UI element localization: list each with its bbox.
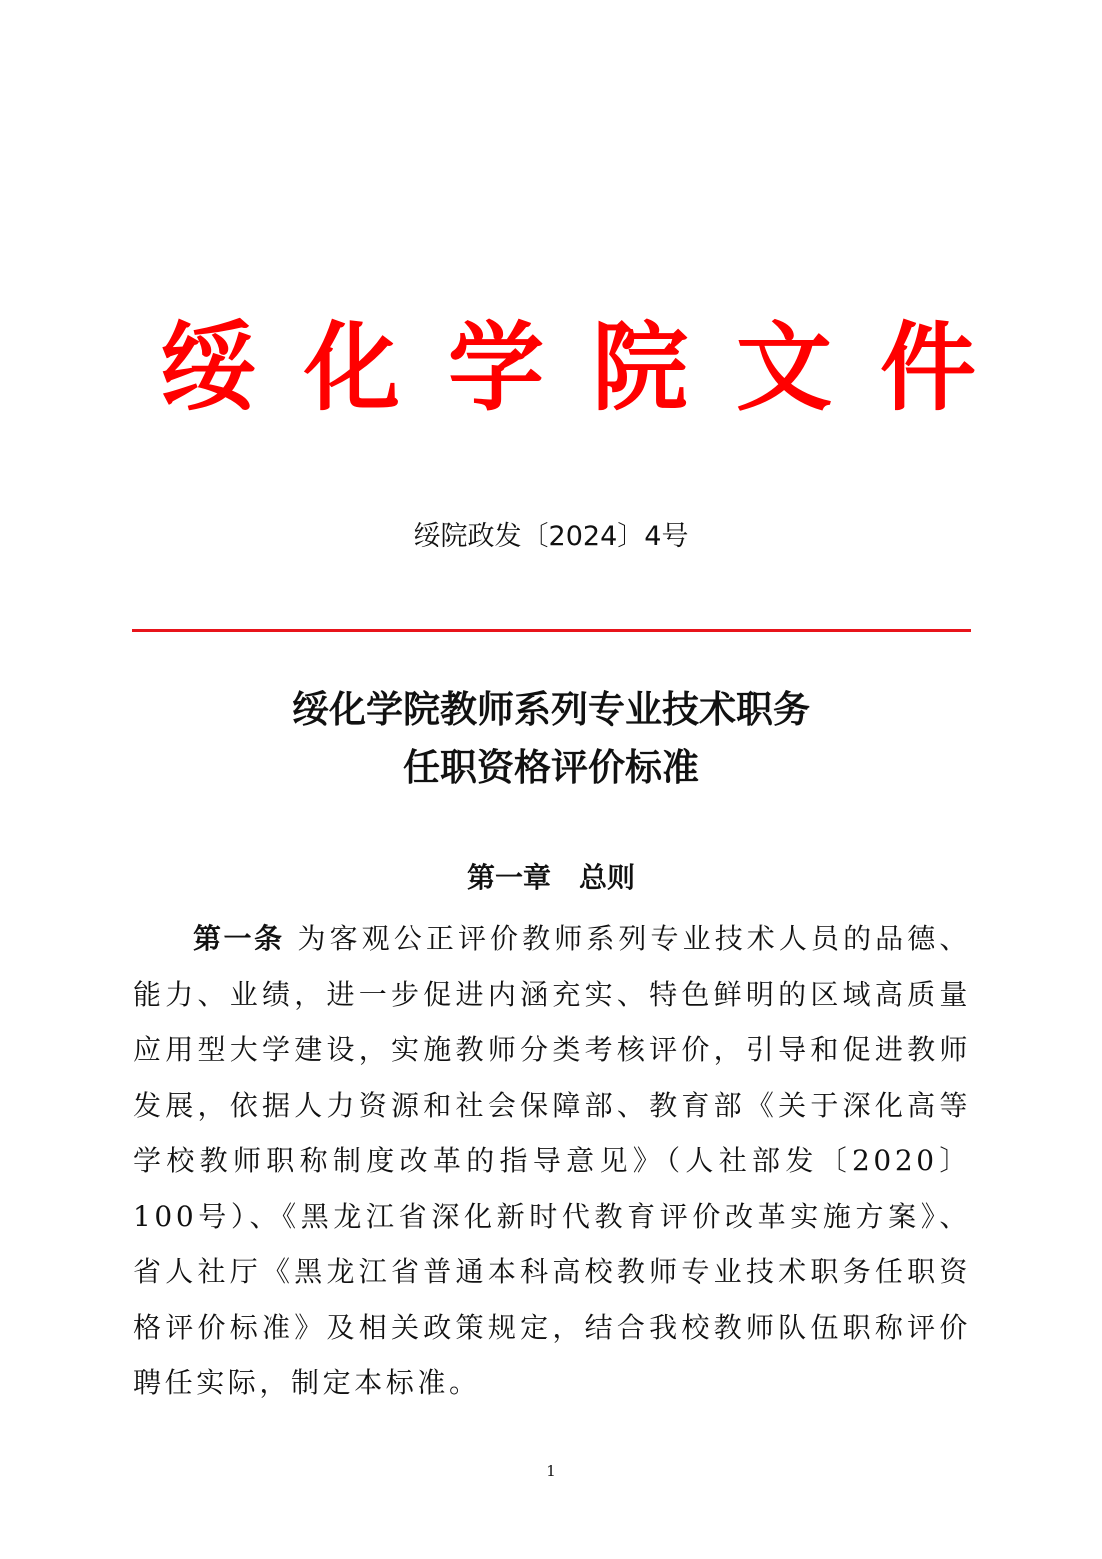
issuer-header-title: 绥化学院文件 — [160, 312, 1024, 424]
article-label: 第一条 — [193, 922, 285, 955]
page-number: 1 — [546, 1462, 556, 1480]
document-title-line-1: 绥化学院教师系列专业技术职务 — [292, 687, 810, 731]
document-number: 绥院政发〔2024〕4号 — [413, 521, 689, 552]
chapter-heading: 第一章 总则 — [466, 861, 635, 894]
article-text: 为客观公正评价教师系列专业技术人员的品德、能力、业绩，进一步促进内涵充实、特色鲜明的区域高质量应用型大学建设，实施教师分类考核评价，引导和促进教师发展，依据人力资源和社会保障部、教育部《关于深化高等学校教师职称制度改革的指导意见》（人社部发〔2020〕100号）、《黑龙江省深化新时代教育评价改革实施方案》、省人社厅《黑龙江省普通本科高校教师专业技术职务任职资格评价标准》及相关政策规定，结合我校教师队伍职称评价聘任实际，制定本标准。 — [133, 922, 971, 1399]
article-paragraph — [133, 911, 971, 1411]
red-divider-line — [132, 629, 971, 632]
document-title-line-2: 任职资格评价标准 — [403, 745, 699, 789]
document-title — [0, 680, 1102, 796]
